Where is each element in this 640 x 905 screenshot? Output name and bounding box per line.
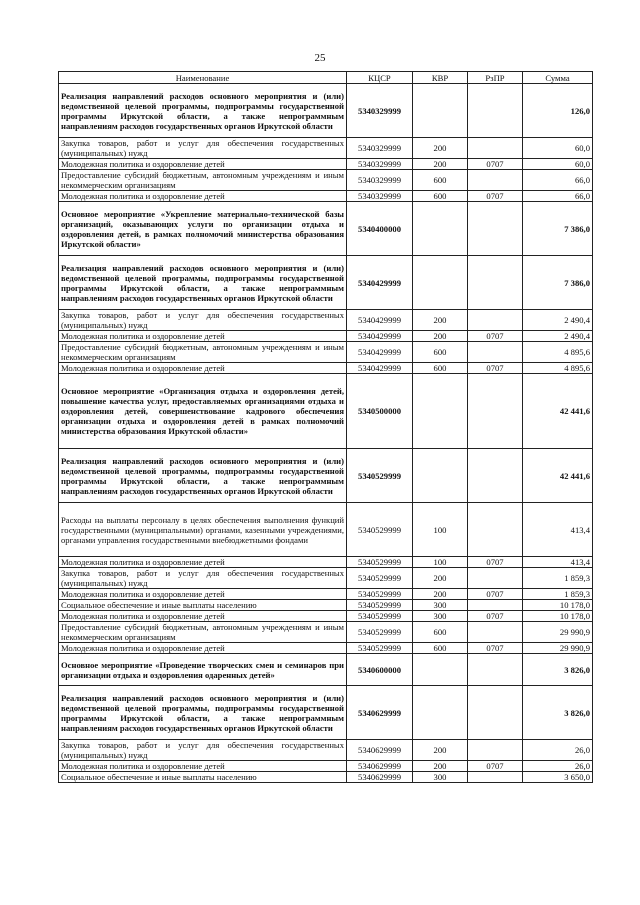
row-name-cell: Предоставление субсидий бюджетным, автономным учреждениям и иным некоммерческим организациям — [59, 170, 347, 191]
table-row — [59, 686, 593, 740]
table-row — [59, 761, 593, 772]
header-kcsr: КЦСР — [347, 72, 413, 84]
row-name-cell: Закупка товаров, работ и услуг для обеспечения государственных (муниципальных) нужд — [59, 138, 347, 159]
row-kcsr-cell: 5340329999 — [347, 191, 413, 202]
row-sum-cell: 29 990,9 — [523, 622, 593, 643]
row-name-cell: Закупка товаров, работ и услуг для обеспечения государственных (муниципальных) нужд — [59, 740, 347, 761]
row-kcsr-cell: 5340529999 — [347, 600, 413, 611]
row-kcsr-cell: 5340600000 — [347, 654, 413, 686]
row-name-cell: Предоставление субсидий бюджетным, автономным учреждениям и иным некоммерческим организациям — [59, 342, 347, 363]
table-row — [59, 159, 593, 170]
row-sum-cell: 4 895,6 — [523, 363, 593, 374]
row-sum-cell: 26,0 — [523, 740, 593, 761]
row-kcsr-cell: 5340529999 — [347, 503, 413, 557]
table-row — [59, 138, 593, 159]
row-name-cell: Реализация направлений расходов основного мероприятия и (или) ведомственной целевой программы, подпрограммы государственной программы Иркутской области, а также непрограммным направлениям расходов государственных органов Иркутской области — [59, 686, 347, 740]
row-rzpr-cell: 0707 — [468, 761, 523, 772]
row-name-cell: Закупка товаров, работ и услуг для обеспечения государственных (муниципальных) нужд — [59, 310, 347, 331]
row-kcsr-cell: 5340529999 — [347, 622, 413, 643]
row-rzpr-cell: 0707 — [468, 557, 523, 568]
row-kvr-cell: 200 — [413, 740, 468, 761]
row-kcsr-cell: 5340529999 — [347, 568, 413, 589]
row-sum-cell: 413,4 — [523, 557, 593, 568]
row-kvr-cell: 300 — [413, 772, 468, 783]
row-rzpr-cell — [468, 772, 523, 783]
row-rzpr-cell — [468, 374, 523, 449]
row-sum-cell: 42 441,6 — [523, 449, 593, 503]
row-kvr-cell — [413, 686, 468, 740]
row-kcsr-cell: 5340429999 — [347, 363, 413, 374]
table-row — [59, 449, 593, 503]
row-kcsr-cell: 5340500000 — [347, 374, 413, 449]
row-kcsr-cell: 5340529999 — [347, 611, 413, 622]
row-kcsr-cell: 5340629999 — [347, 761, 413, 772]
row-rzpr-cell — [468, 342, 523, 363]
row-kvr-cell — [413, 374, 468, 449]
row-kcsr-cell: 5340429999 — [347, 310, 413, 331]
table-row — [59, 557, 593, 568]
row-kcsr-cell: 5340329999 — [347, 170, 413, 191]
row-kvr-cell: 200 — [413, 331, 468, 342]
row-rzpr-cell — [468, 740, 523, 761]
table-row — [59, 611, 593, 622]
row-kcsr-cell: 5340629999 — [347, 740, 413, 761]
row-kcsr-cell: 5340429999 — [347, 331, 413, 342]
table-body — [59, 84, 593, 783]
row-sum-cell: 126,0 — [523, 84, 593, 138]
row-rzpr-cell — [468, 622, 523, 643]
row-name-cell: Молодежная политика и оздоровление детей — [59, 643, 347, 654]
table-row — [59, 622, 593, 643]
table-row — [59, 202, 593, 256]
row-kcsr-cell: 5340329999 — [347, 159, 413, 170]
page-number: 25 — [314, 52, 326, 64]
row-sum-cell: 42 441,6 — [523, 374, 593, 449]
row-kcsr-cell: 5340329999 — [347, 138, 413, 159]
row-kvr-cell — [413, 202, 468, 256]
row-kcsr-cell: 5340629999 — [347, 686, 413, 740]
row-name-cell: Реализация направлений расходов основного мероприятия и (или) ведомственной целевой программы, подпрограммы государственной программы Иркутской области, а также непрограммным направлениям расходов государственных органов Иркутской области — [59, 84, 347, 138]
header-row — [59, 72, 593, 84]
row-kvr-cell: 600 — [413, 643, 468, 654]
row-sum-cell: 3 650,0 — [523, 772, 593, 783]
row-sum-cell: 1 859,3 — [523, 568, 593, 589]
row-rzpr-cell — [468, 568, 523, 589]
row-kcsr-cell: 5340629999 — [347, 772, 413, 783]
table-row — [59, 310, 593, 331]
row-sum-cell: 29 990,9 — [523, 643, 593, 654]
row-kcsr-cell: 5340529999 — [347, 643, 413, 654]
row-kvr-cell: 300 — [413, 611, 468, 622]
row-sum-cell: 60,0 — [523, 159, 593, 170]
row-sum-cell: 66,0 — [523, 170, 593, 191]
table-row — [59, 374, 593, 449]
row-sum-cell: 4 895,6 — [523, 342, 593, 363]
table-header — [59, 72, 593, 84]
table-row — [59, 84, 593, 138]
row-rzpr-cell — [468, 686, 523, 740]
header-sum: Сумма — [523, 72, 593, 84]
row-kvr-cell: 200 — [413, 310, 468, 331]
table-row — [59, 600, 593, 611]
row-kvr-cell: 600 — [413, 342, 468, 363]
table-row — [59, 568, 593, 589]
row-name-cell: Молодежная политика и оздоровление детей — [59, 159, 347, 170]
table-row — [59, 772, 593, 783]
table-row — [59, 643, 593, 654]
row-kvr-cell: 300 — [413, 600, 468, 611]
table-row — [59, 503, 593, 557]
row-name-cell: Молодежная политика и оздоровление детей — [59, 557, 347, 568]
table-row — [59, 589, 593, 600]
row-kvr-cell: 100 — [413, 557, 468, 568]
row-rzpr-cell: 0707 — [468, 589, 523, 600]
row-rzpr-cell — [468, 84, 523, 138]
row-name-cell: Молодежная политика и оздоровление детей — [59, 761, 347, 772]
row-sum-cell: 10 178,0 — [523, 611, 593, 622]
row-rzpr-cell — [468, 600, 523, 611]
budget-table — [58, 71, 593, 783]
row-sum-cell: 1 859,3 — [523, 589, 593, 600]
table-row — [59, 256, 593, 310]
row-kvr-cell: 100 — [413, 503, 468, 557]
table-row — [59, 654, 593, 686]
row-kvr-cell — [413, 256, 468, 310]
row-kvr-cell: 200 — [413, 589, 468, 600]
table-row — [59, 191, 593, 202]
row-kcsr-cell: 5340329999 — [347, 84, 413, 138]
row-rzpr-cell — [468, 138, 523, 159]
row-name-cell: Основное мероприятие «Организация отдыха и оздоровления детей, повышение качества услуг, предоставляемых организациями отдыха и оздоровления детей, совершенствование кадрового обеспечения организации отдыха и оздоровления детей в рамках полномочий министерства образования Иркутской области» — [59, 374, 347, 449]
row-rzpr-cell: 0707 — [468, 363, 523, 374]
row-sum-cell: 60,0 — [523, 138, 593, 159]
row-kvr-cell: 600 — [413, 191, 468, 202]
row-kcsr-cell: 5340400000 — [347, 202, 413, 256]
row-sum-cell: 7 386,0 — [523, 202, 593, 256]
row-sum-cell: 10 178,0 — [523, 600, 593, 611]
row-rzpr-cell — [468, 310, 523, 331]
row-sum-cell: 26,0 — [523, 761, 593, 772]
row-name-cell: Основное мероприятие «Укрепление материально-технической базы организаций, оказывающих услуги по организации отдыха и оздоровления детей, в рамках полномочий министерства образования Иркутской области» — [59, 202, 347, 256]
row-kvr-cell: 200 — [413, 568, 468, 589]
row-kcsr-cell: 5340429999 — [347, 342, 413, 363]
row-rzpr-cell: 0707 — [468, 611, 523, 622]
header-rzpr: РзПР — [468, 72, 523, 84]
row-rzpr-cell — [468, 202, 523, 256]
row-sum-cell: 2 490,4 — [523, 310, 593, 331]
row-name-cell: Реализация направлений расходов основного мероприятия и (или) ведомственной целевой программы, подпрограммы государственной программы Иркутской области, а также непрограммным направлениям расходов государственных органов Иркутской области — [59, 449, 347, 503]
row-kvr-cell: 200 — [413, 159, 468, 170]
row-rzpr-cell: 0707 — [468, 643, 523, 654]
row-kvr-cell: 600 — [413, 622, 468, 643]
row-rzpr-cell — [468, 654, 523, 686]
row-rzpr-cell — [468, 256, 523, 310]
row-sum-cell: 2 490,4 — [523, 331, 593, 342]
row-sum-cell: 7 386,0 — [523, 256, 593, 310]
row-name-cell: Основное мероприятие «Проведение творческих смен и семинаров при организации отдыха и оздоровления одаренных детей» — [59, 654, 347, 686]
row-kvr-cell: 200 — [413, 138, 468, 159]
row-name-cell: Закупка товаров, работ и услуг для обеспечения государственных (муниципальных) нужд — [59, 568, 347, 589]
row-kcsr-cell: 5340529999 — [347, 449, 413, 503]
row-name-cell: Реализация направлений расходов основного мероприятия и (или) ведомственной целевой программы, подпрограммы государственной программы Иркутской области, а также непрограммным направлениям расходов государственных органов Иркутской области — [59, 256, 347, 310]
row-kcsr-cell: 5340529999 — [347, 589, 413, 600]
row-kvr-cell — [413, 654, 468, 686]
row-name-cell: Молодежная политика и оздоровление детей — [59, 363, 347, 374]
table-row — [59, 363, 593, 374]
row-name-cell: Молодежная политика и оздоровление детей — [59, 191, 347, 202]
row-name-cell: Молодежная политика и оздоровление детей — [59, 589, 347, 600]
row-name-cell: Социальное обеспечение и иные выплаты населению — [59, 600, 347, 611]
row-kvr-cell: 600 — [413, 170, 468, 191]
row-kcsr-cell: 5340529999 — [347, 557, 413, 568]
row-rzpr-cell — [468, 449, 523, 503]
table-row — [59, 740, 593, 761]
row-rzpr-cell: 0707 — [468, 191, 523, 202]
table-row — [59, 170, 593, 191]
row-name-cell: Предоставление субсидий бюджетным, автономным учреждениям и иным некоммерческим организациям — [59, 622, 347, 643]
row-sum-cell: 3 826,0 — [523, 654, 593, 686]
header-kvr: КВР — [413, 72, 468, 84]
row-name-cell: Расходы на выплаты персоналу в целях обеспечения выполнения функций государственными (муниципальными) органами, казенными учреждениями, органами управления государственными внебюджетными фондами — [59, 503, 347, 557]
table-row — [59, 331, 593, 342]
row-kvr-cell: 200 — [413, 761, 468, 772]
table-row — [59, 342, 593, 363]
row-sum-cell: 413,4 — [523, 503, 593, 557]
row-kvr-cell: 600 — [413, 363, 468, 374]
row-sum-cell: 66,0 — [523, 191, 593, 202]
row-rzpr-cell: 0707 — [468, 331, 523, 342]
row-name-cell: Социальное обеспечение и иные выплаты населению — [59, 772, 347, 783]
row-sum-cell: 3 826,0 — [523, 686, 593, 740]
row-rzpr-cell — [468, 170, 523, 191]
row-kvr-cell — [413, 449, 468, 503]
row-name-cell: Молодежная политика и оздоровление детей — [59, 611, 347, 622]
row-rzpr-cell: 0707 — [468, 159, 523, 170]
header-name: Наименование — [59, 72, 347, 84]
row-kcsr-cell: 5340429999 — [347, 256, 413, 310]
row-name-cell: Молодежная политика и оздоровление детей — [59, 331, 347, 342]
row-rzpr-cell — [468, 503, 523, 557]
row-kvr-cell — [413, 84, 468, 138]
